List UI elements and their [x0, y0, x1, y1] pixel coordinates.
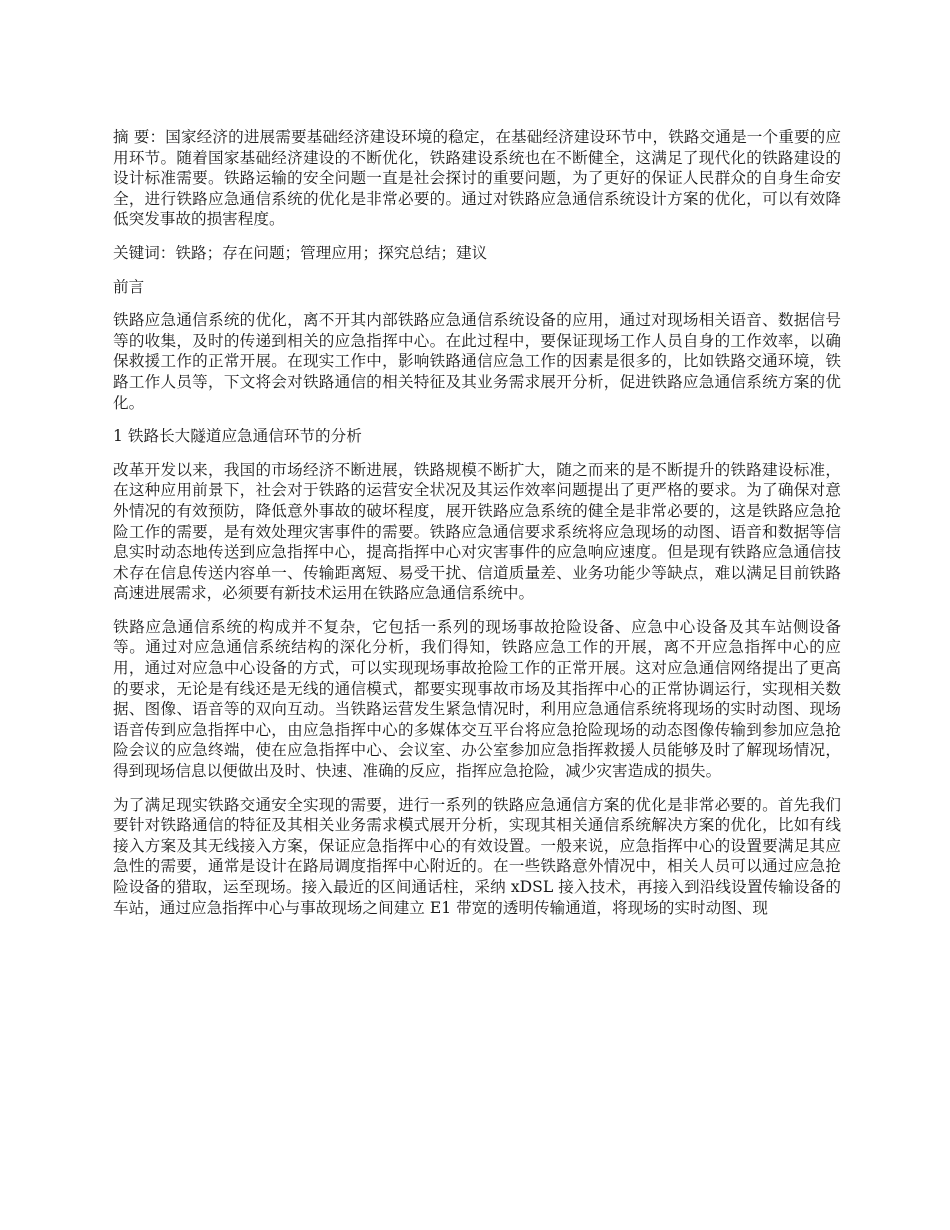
keywords-line: 关键词：铁路；存在问题；管理应用；探究总结；建议	[113, 243, 488, 262]
section-1-paragraph-1: 改革开发以来，我国的市场经济不断进展，铁路规模不断扩大，随之而来的是不断提升的铁路建设标准，在这种应用前景下，社会对于铁路的运营安全状况及其运作效率问题提出了更严格的要求。为了确保对意外情况的有效预防，降低意外事故的破坏程度，展开铁路应急系统的健全是非常必要的，这是铁路应急抢险工作的需要，是有效处理灾害事件的需要。铁路应急通信要求系统将应急现场的动图、语音和数据等信息实时动态地传送到应急指挥中心，提高指挥中心对灾害事件的应急响应速度。但是现有铁路应急通信技术存在信息传送内容单一、传输距离短、易受干扰、信道质量差、业务功能少等缺点，难以满足目前铁路高速进展需求，必须要有新技术运用在铁路应急通信系统中。	[113, 460, 841, 603]
preface-paragraph: 铁路应急通信系统的优化，离不开其内部铁路应急通信系统设备的应用，通过对现场相关语音、数据信号等的收集，及时的传递到相关的应急指挥中心。在此过程中，要保证现场工作人员自身的工作效率，以确保救援工作的正常开展。在现实工作中，影响铁路通信应急工作的因素是很多的，比如铁路交通环境，铁路工作人员等，下文将会对铁路通信的相关特征及其业务需求展开分析，促进铁路应急通信系统方案的优化。	[113, 311, 841, 412]
section-1-heading: 1 铁路长大隧道应急通信环节的分析	[113, 427, 362, 446]
section-1-paragraph-3: 为了满足现实铁路交通安全实现的需要，进行一系列的铁路应急通信方案的优化是非常必要的。首先我们要针对铁路通信的特征及其相关业务需求模式展开分析，实现其相关通信系统解决方案的优化，比如有线接入方案及其无线接入方案，保证应急指挥中心的有效设置。一般来说，应急指挥中心的设置要满足其应急性的需要，通常是设计在路局调度指挥中心附近的。在一些铁路意外情况中，相关人员可以通过应急抢险设备的猎取，运至现场。接入最近的区间通话柱，采纳 xDSL 接入技术，再接入到沿线设置传输设备的车站，通过应急指挥中心与事故现场之间建立 E1 带宽的透明传输通道，将现场的实时动图、现	[113, 795, 841, 917]
abstract-paragraph: 摘 要：国家经济的进展需要基础经济建设环境的稳定，在基础经济建设环节中，铁路交通是一个重要的应用环节。随着国家基础经济建设的不断优化，铁路建设系统也在不断健全，这满足了现代化的铁路建设的设计标准需要。铁路运输的安全问题一直是社会探讨的重要问题，为了更好的保证人民群众的自身生命安全，进行铁路应急通信系统的优化是非常必要的。通过对铁路应急通信系统设计方案的优化，可以有效降低突发事故的损害程度。	[113, 128, 841, 229]
document-body	[113, 127, 841, 931]
section-1-paragraph-2: 铁路应急通信系统的构成并不复杂，它包括一系列的现场事故抢险设备、应急中心设备及其车站侧设备等。通过对应急通信系统结构的深化分析，我们得知，铁路应急工作的开展，离不开应急指挥中心的应用，通过对应急中心设备的方式，可以实现现场事故抢险工作的正常开展。这对应急通信网络提出了更高的要求，无论是有线还是无线的通信模式，都要实现事故市场及其指挥中心的正常协调运行，实现相关数据、图像、语音等的双向互动。当铁路运营发生紧急情况时，利用应急通信系统将现场的实时动图、现场语音传到应急指挥中心，由应急指挥中心的多媒体交互平台将应急抢险现场的动态图像传输到参加应急抢险会议的应急终端，使在应急指挥中心、会议室、办公室参加应急指挥救援人员能够及时了解现场情况，得到现场信息以便做出及时、快速、准确的反应，指挥应急抢险，减少灾害造成的损失。	[113, 617, 841, 781]
preface-heading: 前言	[113, 277, 145, 296]
